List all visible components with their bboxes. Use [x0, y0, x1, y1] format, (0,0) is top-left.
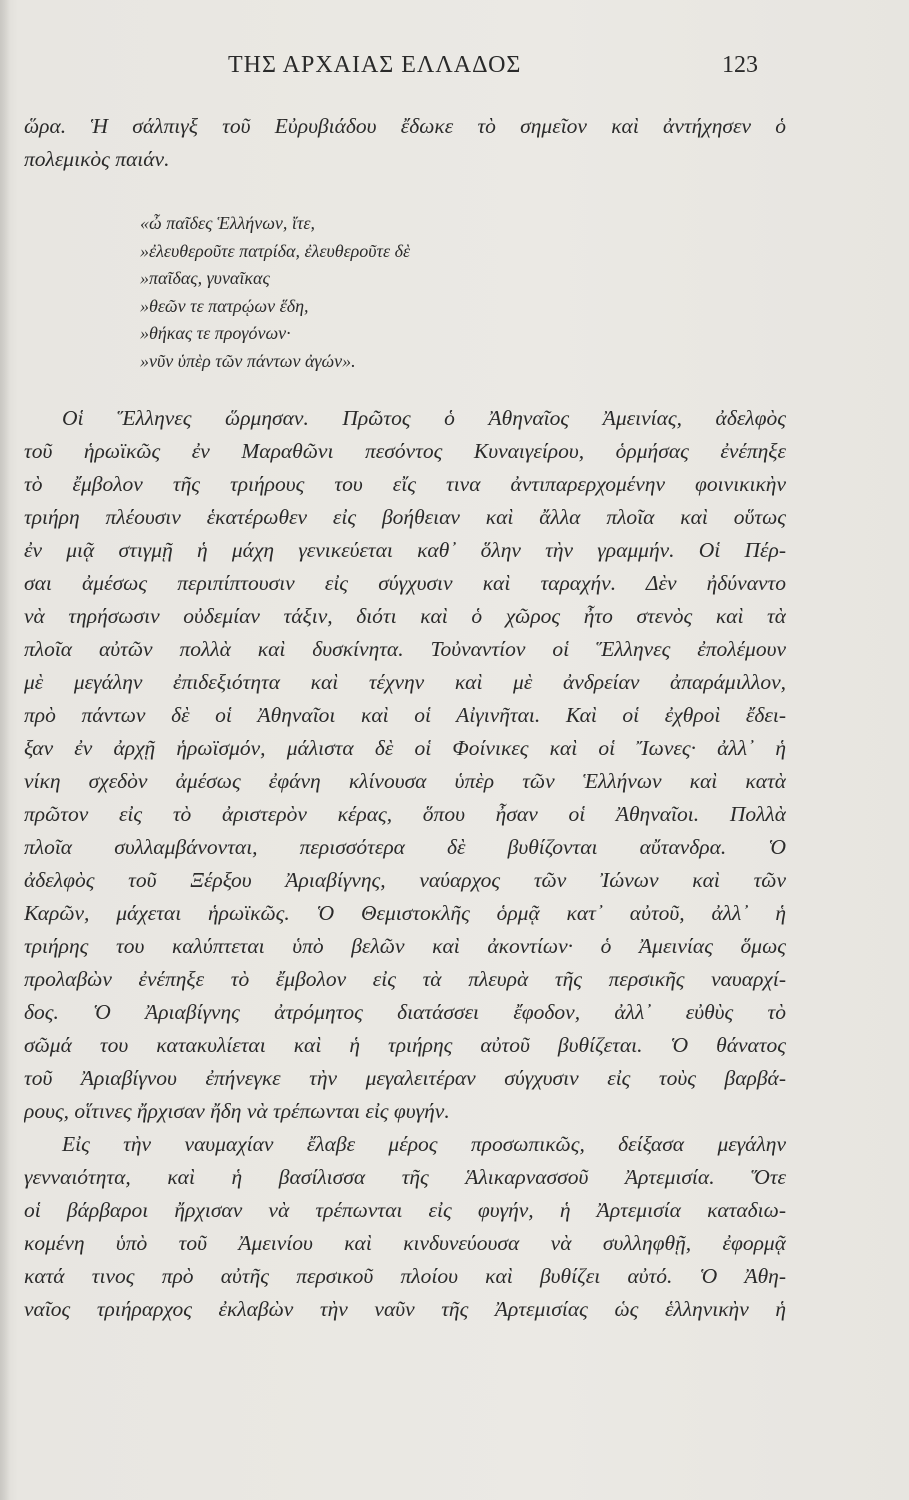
main-text — [24, 402, 786, 1326]
paragraph-line: ἐν μιᾷ στιγμῇ ἡ μάχη γενικεύεται καθ᾽ ὅλην τὴν γραμμήν. Οἱ Πέρ- — [24, 538, 786, 562]
paragraph-line: τοῦ ἡρωϊκῶς ἐν Μαραθῶνι πεσόντος Κυναιγείρου, ὁρμήσας ἐνέπηξε — [24, 439, 786, 463]
paragraph-line: σαι ἀμέσως περιπίπτουσιν εἰς σύγχυσιν καὶ ταραχήν. Δὲν ἠδύναντο — [24, 571, 786, 595]
paragraph-line: κομένη ὑπὸ τοῦ Ἀμεινίου καὶ κινδυνεύουσα νὰ συλληφθῇ, ἐφορμᾷ — [24, 1231, 786, 1255]
paragraph-line: δος. Ὁ Ἀριαβίγνης ἀτρόμητος διατάσσει ἔφοδον, ἀλλ᾽ εὐθὺς τὸ — [24, 1000, 786, 1024]
paragraph-line: πλοῖα αὐτῶν πολλὰ καὶ δυσκίνητα. Τοὐναντίον οἱ Ἕλληνες ἐπολέμουν — [24, 637, 786, 661]
paragraph-line: πρῶτον εἰς τὸ ἀριστερὸν κέρας, ὅπου ἦσαν οἱ Ἀθηναῖοι. Πολλὰ — [24, 802, 786, 826]
paragraph-line: τριήρη πλέουσιν ἑκατέρωθεν εἰς βοήθειαν καὶ ἄλλα πλοῖα καὶ οὕτως — [24, 505, 786, 529]
poem-line: »παῖδας, γυναῖκας — [140, 268, 270, 288]
paragraph-line: Καρῶν, μάχεται ἡρωϊκῶς. Ὁ Θεμιστοκλῆς ὁρμᾷ κατ᾽ αὐτοῦ, ἀλλ᾽ ἡ — [24, 901, 786, 925]
poem-line: »θήκας τε προγόνων· — [140, 323, 291, 343]
poem-line: »νῦν ὑπὲρ τῶν πάντων ἀγών». — [140, 350, 356, 371]
paragraph-line: τριήρης του καλύπτεται ὑπὸ βελῶν καὶ ἀκοντίων· ὁ Ἀμεινίας ὅμως — [24, 934, 786, 958]
paragraph-line: νὰ τηρήσωσιν οὐδεμίαν τάξιν, διότι καὶ ὁ χῶρος ἦτο στενὸς καὶ τὰ — [24, 604, 786, 628]
poem-block — [140, 210, 620, 375]
poem-line: «ὦ παῖδες Ἑλλήνων, ἴτε, — [140, 213, 315, 233]
poem-line: »θεῶν τε πατρῴων ἕδη, — [140, 295, 309, 316]
paragraph-line: προλαβὼν ἐνέπηξε τὸ ἔμβολον εἰς τὰ πλευρὰ τῆς περσικῆς ναυαρχί- — [24, 967, 786, 991]
paragraph-line: πρὸ πάντων δὲ οἱ Ἀθηναῖοι καὶ οἱ Αἰγινῆται. Καὶ οἱ ἐχθροὶ ἔδει- — [24, 703, 786, 727]
paragraph-line: νίκη σχεδὸν ἀμέσως ἐφάνη κλίνουσα ὑπὲρ τῶν Ἑλλήνων καὶ κατὰ — [24, 769, 786, 793]
paragraph-line: Εἰς τὴν ναυμαχίαν ἔλαβε μέρος προσωπικῶς, δείξασα μεγάλην — [62, 1132, 786, 1156]
paragraph-line: ρους, οἵτινες ἤρχισαν ἤδη νὰ τρέπωνται εἰς φυγήν. — [24, 1099, 450, 1123]
spine-shadow — [0, 0, 10, 1500]
paragraph-line: κατά τινος πρὸ αὐτῆς περσικοῦ πλοίου καὶ βυθίζει αὐτό. Ὁ Ἀθη- — [24, 1264, 786, 1288]
paragraph-line: οἱ βάρβαροι ἤρχισαν νὰ τρέπωνται εἰς φυγήν, ἡ Ἀρτεμισία καταδιω- — [24, 1198, 786, 1222]
page-number: 123 — [722, 52, 758, 78]
paragraph-line: γενναιότητα, καὶ ἡ βασίλισσα τῆς Ἁλικαρνασσοῦ Ἀρτεμισία. Ὅτε — [24, 1165, 786, 1189]
intro-text — [24, 110, 786, 176]
intro-line: ὥρα. Ἡ σάλπιγξ τοῦ Εὐρυβιάδου ἔδωκε τὸ σημεῖον καὶ ἀντήχησεν ὁ — [24, 114, 786, 138]
paragraph-line: τὸ ἔμβολον τῆς τριήρους του εἴς τινα ἀντιπαρερχομένην φοινικικὴν — [24, 472, 786, 496]
paragraph-line: ναῖος τριήραρχος ἐκλαβὼν τὴν ναῦν τῆς Ἀρτεμισίας ὡς ἑλληνικὴν ἡ — [24, 1297, 786, 1321]
paragraph-line: ξαν ἐν ἀρχῇ ἡρωϊσμόν, μάλιστα δὲ οἱ Φοίνικες καὶ οἱ Ἴωνες· ἀλλ᾽ ἡ — [24, 736, 786, 760]
paragraph-line: πλοῖα συλλαμβάνονται, περισσότερα δὲ βυθίζονται αὔτανδρα. Ὁ — [24, 835, 786, 859]
page-header — [0, 52, 909, 88]
paragraph-line: τοῦ Ἀριαβίγνου ἐπήνεγκε τὴν μεγαλειτέραν σύγχυσιν εἰς τοὺς βαρβά- — [24, 1066, 786, 1090]
paragraph-line: ἀδελφὸς τοῦ Ξέρξου Ἀριαβίγνης, ναύαρχος τῶν Ἰώνων καὶ τῶν — [24, 868, 786, 892]
running-title: ΤΗΣ ΑΡΧΑΙΑΣ ΕΛΛΑΔΟΣ — [228, 52, 522, 78]
paragraph-line: μὲ μεγάλην ἐπιδεξιότητα καὶ τέχνην καὶ μὲ ἀνδρείαν ἀπαράμιλλον, — [24, 670, 786, 694]
paragraph-line: σῶμά του κατακυλίεται καὶ ἡ τριήρης αὐτοῦ βυθίζεται. Ὁ θάνατος — [24, 1033, 786, 1057]
poem-line: »ἐλευθεροῦτε πατρίδα, ἐλευθεροῦτε δὲ — [140, 240, 411, 261]
intro-line: πολεμικὸς παιάν. — [24, 147, 170, 171]
paragraph-line: Οἱ Ἕλληνες ὥρμησαν. Πρῶτος ὁ Ἀθηναῖος Ἀμεινίας, ἀδελφὸς — [62, 406, 786, 430]
